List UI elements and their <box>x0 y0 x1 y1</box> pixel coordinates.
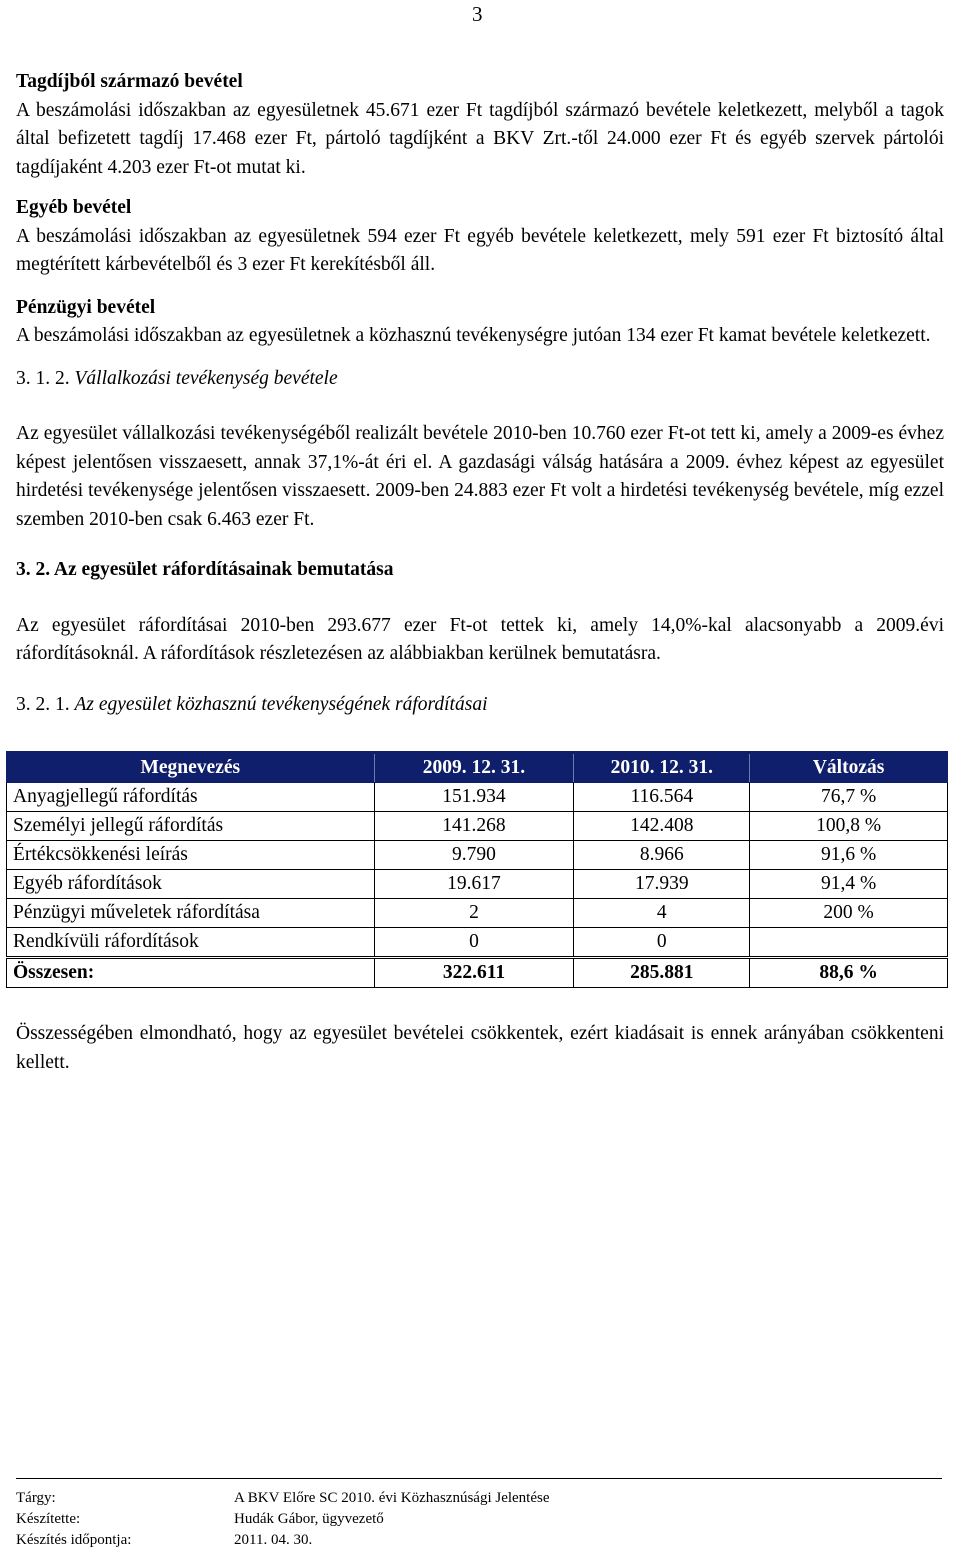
table-cell: Egyéb ráfordítások <box>7 870 375 899</box>
table-cell: 116.564 <box>574 783 750 812</box>
section-vallalkozasi-heading <box>16 365 944 394</box>
table-cell: 17.939 <box>574 870 750 899</box>
footer-value: 2011. 04. 30. <box>234 1532 313 1548</box>
table-cell: 4 <box>574 899 750 928</box>
section-kozhasznu-heading <box>16 691 944 720</box>
expense-table <box>6 751 948 988</box>
table-cell: Személyi jellegű ráfordítás <box>7 812 375 841</box>
footer-label: Készítette: <box>16 1511 81 1527</box>
footer-row-datum <box>16 1530 550 1551</box>
table-cell: 8.966 <box>574 841 750 870</box>
table-cell: 100,8 % <box>750 812 948 841</box>
section-heading-kozhasznu: Az egyesület közhasznú tevékenységének ráfordításai <box>74 693 488 715</box>
footer-divider <box>16 1478 942 1479</box>
footer-row-keszitette <box>16 1509 550 1530</box>
table-cell: 141.268 <box>374 812 574 841</box>
footer-value: Hudák Gábor, ügyvezető <box>234 1511 384 1527</box>
section-heading-penzugyi: Pénzügyi bevétel <box>16 296 156 318</box>
footer-label: Készítés időpontja: <box>16 1532 132 1548</box>
page-number: 3 <box>472 2 483 26</box>
footer-value: A BKV Előre SC 2010. évi Közhasznúsági Jelentése <box>234 1490 550 1506</box>
paragraph-penzugyi: A beszámolási időszakban az egyesületnek a közhasznú tevékenységre jutóan 134 ezer Ft kamat bevétele keletkezett. <box>16 325 931 346</box>
paragraph-vallalkozasi: Az egyesület vállalkozási tevékenységéből realizált bevétele 2010-ben 10.760 ezer Ft-ot tett ki, amely a 2009-es évhez képest jelentősen visszaesett, annak 37,1%-át éri el. A gazdasági válság hatására a 2009. évhez képest az egyesület hirdetési tevékenysége jelentősen visszaesett. 2009-ben 24.883 ezer Ft volt a hirdetési tevékenység bevétele, míg ezzel szemben 2010-ben csak 6.463 ezer Ft. <box>16 423 944 530</box>
section-number: 3. 2. 1. <box>16 693 70 715</box>
table-header-row <box>7 753 948 783</box>
section-egyeb <box>16 194 944 280</box>
paragraph-tagdij: A beszámolási időszakban az egyesületnek 45.671 ezer Ft tagdíjból származó bevétele keletkezett, melyből a tagok által befizetett tagdíj 17.468 ezer Ft, pártoló tagdíjként a BKV Zrt.-től 24.000 ezer Ft és egyéb szervek pártolói tagdíjaként 4.203 ezer Ft-ot mutat ki. <box>16 99 944 178</box>
table-cell: 0 <box>574 928 750 958</box>
column-header: 2009. 12. 31. <box>374 753 574 783</box>
section-heading-egyeb: Egyéb bevétel <box>16 197 132 218</box>
table-row <box>7 841 948 870</box>
table-cell: 142.408 <box>574 812 750 841</box>
table-cell: Értékcsökkenési leírás <box>7 841 375 870</box>
table-row <box>7 870 948 899</box>
section-heading-raforditas: 3. 2. Az egyesület ráfordításainak bemutatása <box>16 559 394 580</box>
table-cell: 151.934 <box>374 783 574 812</box>
footer-row-targy <box>16 1488 550 1509</box>
paragraph-raforditas: Az egyesület ráfordításai 2010-ben 293.677 ezer Ft-ot tettek ki, amely 14,0%-kal alacsonyabb a 2009.évi ráfordításoknál. A ráfordítások részletezésen az alábbiakban kerülnek bemutatásra. <box>16 614 944 664</box>
table-row <box>7 928 948 958</box>
table-container <box>13 751 944 988</box>
table-cell: Összesen: <box>7 958 375 988</box>
paragraph-egyeb: A beszámolási időszakban az egyesületnek 594 ezer Ft egyéb bevétele keletkezett, mely 591 ezer Ft biztosító által megtérített kárbevételből és 3 ezer Ft kerekítésből áll. <box>16 225 944 275</box>
table-cell: 91,6 % <box>750 841 948 870</box>
footer-label: Tárgy: <box>16 1490 56 1506</box>
section-heading-tagdij: Tagdíjból származó bevétel <box>16 71 243 92</box>
table-cell: 19.617 <box>374 870 574 899</box>
table-cell: Rendkívüli ráfordítások <box>7 928 375 958</box>
table-cell: 76,7 % <box>750 783 948 812</box>
page-footer <box>16 1488 550 1551</box>
paragraph-conclusion: Összességében elmondható, hogy az egyesület bevételei csökkentek, ezért kiadásait is ennek arányában csökkenteni kellett. <box>16 1023 944 1073</box>
table-row <box>7 899 948 928</box>
table-cell: 0 <box>374 928 574 958</box>
section-heading-vallalkozasi: Vállalkozási tevékenység bevétele <box>74 367 338 389</box>
table-cell: 88,6 % <box>750 958 948 988</box>
table-cell <box>750 928 948 958</box>
table-cell: 91,4 % <box>750 870 948 899</box>
document-body <box>13 68 944 1077</box>
table-row <box>7 783 948 812</box>
column-header: Megnevezés <box>7 753 375 783</box>
column-header: 2010. 12. 31. <box>574 753 750 783</box>
table-total-row <box>7 958 948 988</box>
section-penzugyi <box>16 294 944 351</box>
table-cell: 285.881 <box>574 958 750 988</box>
table-cell: Pénzügyi műveletek ráfordítása <box>7 899 375 928</box>
table-cell: Anyagjellegű ráfordítás <box>7 783 375 812</box>
section-number: 3. 1. 2. <box>16 367 70 389</box>
table-row <box>7 812 948 841</box>
table-cell: 9.790 <box>374 841 574 870</box>
table-cell: 200 % <box>750 899 948 928</box>
section-tagdij <box>16 68 944 182</box>
table-cell: 322.611 <box>374 958 574 988</box>
column-header: Változás <box>750 753 948 783</box>
table-cell: 2 <box>374 899 574 928</box>
